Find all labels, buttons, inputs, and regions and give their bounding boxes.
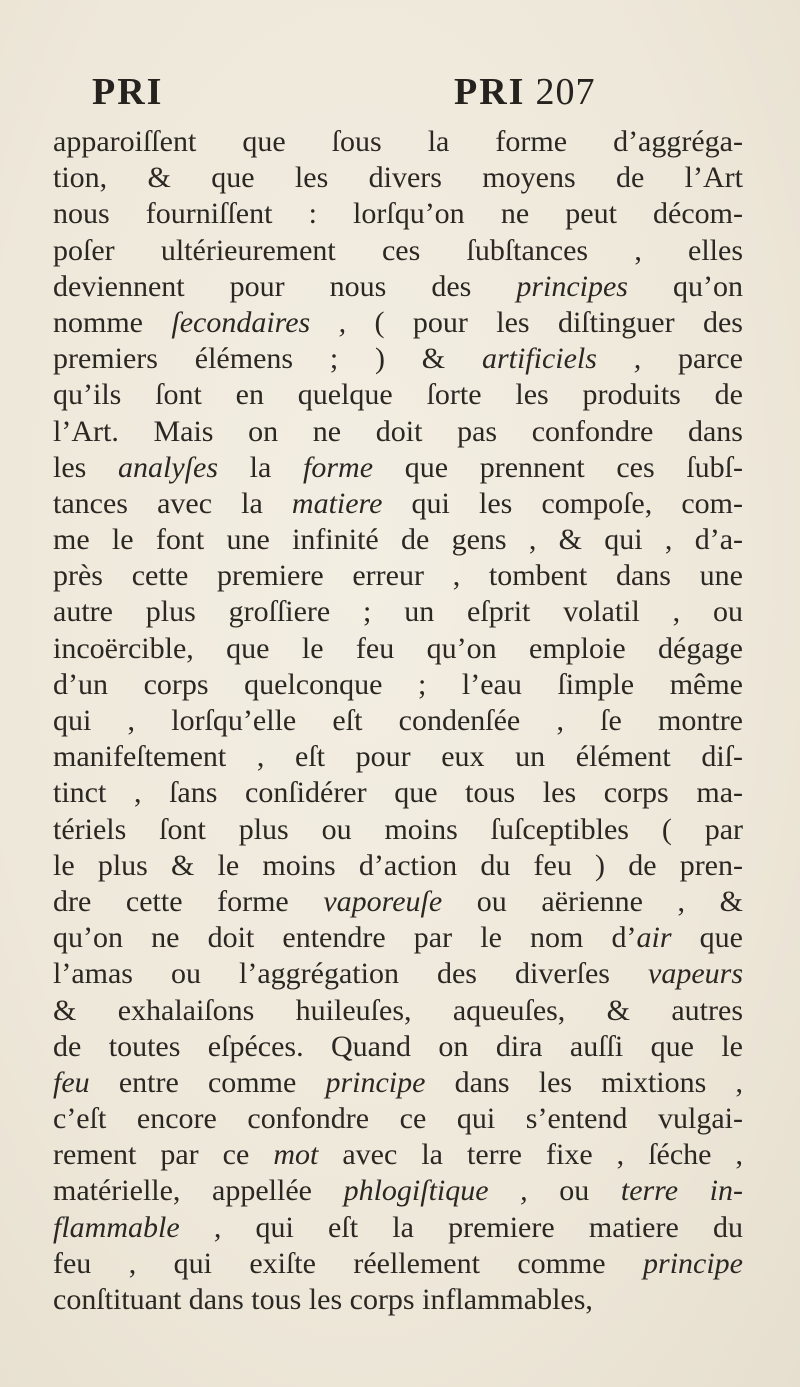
text-span: nous fourniſſent : lorſqu’on ne peut décom- <box>53 197 743 231</box>
text-body <box>53 124 743 1318</box>
italic-text: analyſes <box>118 450 218 484</box>
text-line <box>53 450 743 486</box>
text-span: me le font une infinité de gens , & qui , d’a- <box>53 523 743 557</box>
text-span: ou aërienne , & <box>442 884 743 918</box>
text-line <box>53 160 743 196</box>
text-span: qui les compoſe, com- <box>382 486 743 520</box>
text-line <box>53 486 743 522</box>
italic-text: phlogiſtique , <box>343 1174 528 1208</box>
text-line <box>53 233 743 269</box>
text-line <box>53 558 743 594</box>
text-span: manifeſtement , eſt pour eux un élément diſ- <box>53 740 743 774</box>
text-line <box>53 269 743 305</box>
italic-text: principe <box>325 1065 426 1099</box>
italic-text: air <box>636 921 672 955</box>
text-line <box>53 956 743 992</box>
text-line <box>53 920 743 956</box>
text-span: incoërcible, que le feu qu’on emploie dégage <box>53 631 743 665</box>
italic-text: terre in- <box>620 1174 743 1208</box>
text-span: que prennent ces ſubſ- <box>373 450 744 484</box>
text-span: l’Art. Mais on ne doit pas confondre dans <box>53 414 743 448</box>
text-span: qui , lorſqu’elle eſt condenſée , ſe montre <box>53 704 743 737</box>
text-line <box>53 812 743 848</box>
text-line <box>53 848 743 884</box>
text-span: dre cette forme <box>53 884 324 918</box>
text-line <box>53 1137 743 1173</box>
text-line <box>53 631 743 667</box>
text-line <box>53 594 743 630</box>
text-span: autre plus groſſiere ; un eſprit volatil , ou <box>53 595 743 629</box>
text-line <box>53 341 743 377</box>
text-line <box>53 1101 743 1137</box>
text-span: conſtituant dans tous les corps inflammables, <box>53 1283 593 1316</box>
italic-text: feu <box>53 1065 90 1099</box>
text-span: feu , qui exiſte réellement comme <box>53 1246 644 1280</box>
text-span: qu’on <box>627 269 743 303</box>
text-line <box>53 1173 743 1209</box>
text-span: que <box>671 921 743 955</box>
text-span: & exhalaiſons huileuſes, aqueuſes, & autres <box>53 993 743 1027</box>
text-span: qui eſt la premiere matiere du <box>221 1210 743 1244</box>
italic-text: artificiels , <box>481 342 642 376</box>
text-span: l’amas ou l’aggrégation des diverſes <box>53 957 649 991</box>
header-right-group <box>454 70 595 114</box>
text-span: ou <box>527 1174 621 1208</box>
page-number: 207 <box>535 71 596 113</box>
text-line <box>53 1029 743 1065</box>
text-span: les <box>53 450 119 484</box>
italic-text: principes <box>516 269 628 303</box>
text-span: dans les mixtions , <box>425 1065 743 1099</box>
text-line <box>53 667 743 703</box>
text-line <box>53 1246 743 1282</box>
text-span: près cette premiere erreur , tombent dans une <box>53 559 743 593</box>
italic-text: ſecondaires , <box>171 305 347 339</box>
text-span: qu’on ne doit entendre par le nom d’ <box>53 921 637 955</box>
italic-text: matiere <box>291 486 383 520</box>
italic-text: flammable , <box>53 1210 222 1244</box>
text-span: de toutes eſpéces. Quand on dira auſſi que le <box>53 1029 743 1063</box>
text-line <box>53 703 743 739</box>
text-line <box>53 1210 743 1246</box>
text-line <box>53 775 743 811</box>
text-span: la <box>218 450 304 484</box>
italic-text: mot <box>273 1138 319 1172</box>
running-header <box>92 70 712 118</box>
text-span: c’eſt encore confondre ce qui s’entend vulgai- <box>53 1102 743 1136</box>
text-span: rement par ce <box>53 1138 274 1172</box>
text-span: le plus & le moins d’action du feu ) de pren- <box>53 848 743 882</box>
text-span: apparoiſſent que ſous la forme d’aggréga- <box>53 125 743 158</box>
text-span: tinct , ſans conſidérer que tous les corps ma- <box>53 776 743 810</box>
text-span: tériels ſont plus ou moins ſuſceptibles ( par <box>53 812 743 846</box>
text-line <box>53 1282 743 1318</box>
text-line <box>53 305 743 341</box>
text-span: tion, & que les divers moyens de l’Art <box>53 161 743 195</box>
text-span: ( pour les diſtinguer des <box>346 305 743 339</box>
text-line <box>53 196 743 232</box>
text-span: qu’ils ſont en quelque ſorte les produits de <box>53 378 743 412</box>
text-span: parce <box>641 342 743 376</box>
text-span: tances avec la <box>53 486 292 520</box>
text-line <box>53 377 743 413</box>
header-right-title: PRI <box>454 71 526 113</box>
text-line <box>53 739 743 775</box>
italic-text: vaporeuſe <box>323 884 443 918</box>
text-span: d’un corps quelconque ; l’eau ſimple même <box>53 667 743 701</box>
text-line <box>53 993 743 1029</box>
header-left-title: PRI <box>92 71 164 113</box>
italic-text: principe <box>643 1246 743 1280</box>
text-line <box>53 124 743 160</box>
text-span: avec la terre fixe , ſéche , <box>318 1138 744 1172</box>
text-line <box>53 884 743 920</box>
text-span: entre comme <box>89 1065 326 1099</box>
text-line <box>53 522 743 558</box>
italic-text: vapeurs <box>648 957 743 991</box>
text-span: deviennent pour nous des <box>53 269 517 303</box>
text-span: matérielle, appellée <box>53 1174 344 1208</box>
text-line <box>53 414 743 450</box>
text-span: nomme <box>53 305 172 339</box>
text-span: premiers élémens ; ) & <box>53 342 482 376</box>
text-span: poſer ultérieurement ces ſubſtances , elles <box>53 233 743 267</box>
text-line <box>53 1065 743 1101</box>
italic-text: forme <box>303 450 374 484</box>
